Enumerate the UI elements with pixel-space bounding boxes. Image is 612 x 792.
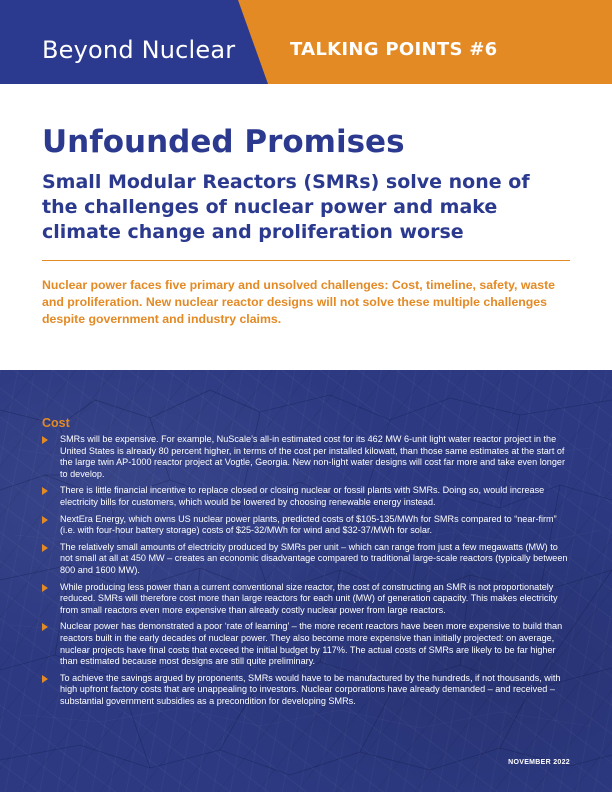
- list-item: There is little financial incentive to replace closed or closing nuclear or fossil plants with SMRs. Doing so, would increase electricity bills for customers, which would be lowered by choosing renewable energy instead.: [42, 485, 572, 508]
- triangle-bullet-icon: [42, 544, 48, 552]
- list-item: SMRs will be expensive. For example, NuScale’s all-in estimated cost for its 462 MW 6-unit light water reactor project in the United States is already 80 percent higher, in terms of the cost per installed kilowatt, than those same estimates at the start of the large twin AP-1000 reactor project at Vogtle, Georgia. New non-light water designs will cost far more and take even longer to develop.: [42, 434, 572, 480]
- cost-panel: [0, 370, 612, 792]
- list-item: While producing less power than a current conventional size reactor, the cost of constructing an SMR is not proportionately reduced. SMRs will therefore cost more than large reactors for each unit (MW) of generation capacity. This makes electricity from small reactors even more expensive than already costly nuclear power from large reactors.: [42, 582, 572, 617]
- section-heading-cost: Cost: [42, 416, 70, 430]
- triangle-bullet-icon: [42, 487, 48, 495]
- triangle-bullet-icon: [42, 584, 48, 592]
- triangle-bullet-icon: [42, 675, 48, 683]
- list-item: NextEra Energy, which owns US nuclear power plants, predicted costs of $105-135/MWh for SMRs compared to “near-firm” (i.e. with four-hour battery storage) costs of $25-32/MWh for wind and $32-37/MWh for solar.: [42, 514, 572, 537]
- list-item: The relatively small amounts of electricity produced by SMRs per unit – which can range from just a few megawatts (MW) to not small at all at 450 MW – creates an economic disadvantage compared to traditional large-scale reactors (typically between 800 and 1600 MW).: [42, 542, 572, 577]
- intro-paragraph: Nuclear power faces five primary and unsolved challenges: Cost, timeline, safety, waste and proliferation. New nuclear reactor designs will not solve these multiple challenges despite government and industry claims.: [42, 278, 556, 326]
- list-item: Nuclear power has demonstrated a poor ‘rate of learning’ – the more recent reactors have been more expensive to build than reactors built in the early decades of nuclear power. They also become more expensive than initially projected: on average, nuclear projects have final costs that exceed the initial budget by 117%. The actual costs of SMRs are likely to be far higher than estimated because most designs are still quite preliminary.: [42, 621, 572, 667]
- header-banner: [0, 0, 612, 84]
- triangle-bullet-icon: [42, 516, 48, 524]
- publication-date: NOVEMBER 2022: [508, 759, 570, 766]
- triangle-bullet-icon: [42, 623, 48, 631]
- page-title: Unfounded Promises: [42, 124, 405, 160]
- list-item: To achieve the savings argued by proponents, SMRs would have to be manufactured by the hundreds, if not thousands, with high upfront factory costs that are unappealing to investors. Nuclear corporations have already demanded – and received – substantial government subsidies as a precondition for developing SMRs.: [42, 673, 572, 708]
- cost-bullet-list: [42, 434, 572, 712]
- talking-points-label: TALKING POINTS #6: [290, 39, 498, 60]
- divider-rule: [42, 260, 570, 261]
- page-subtitle: Small Modular Reactors (SMRs) solve none of the challenges of nuclear power and make climate change and proliferation worse: [42, 171, 530, 243]
- triangle-bullet-icon: [42, 436, 48, 444]
- brand-name: Beyond Nuclear: [42, 36, 236, 64]
